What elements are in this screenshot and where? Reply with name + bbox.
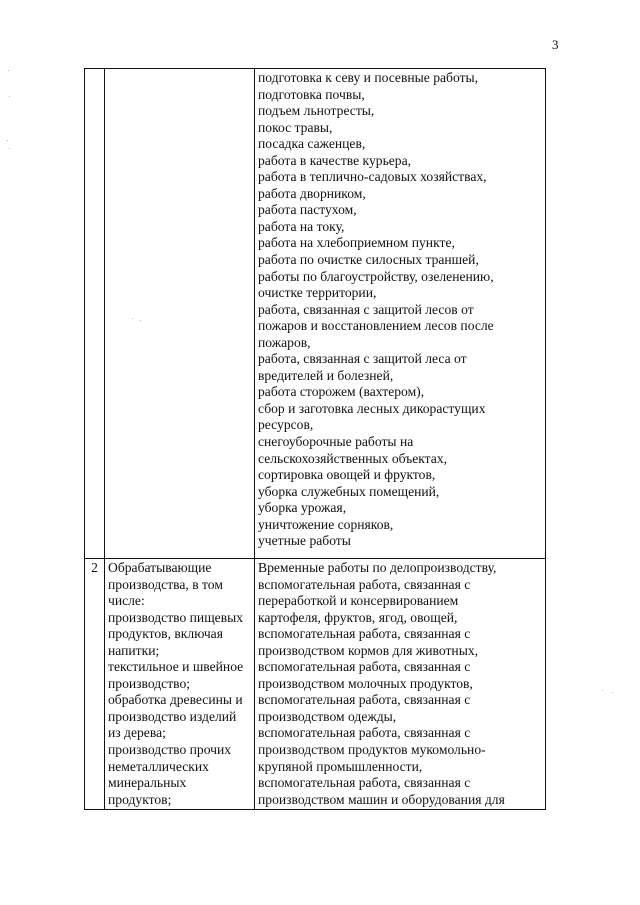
row-number-cell [85,69,105,559]
text-line: работа по очистке силосных траншей, [258,252,479,268]
text-line: сбор и заготовка лесных дикорастущих [258,400,486,416]
text-line: сортировка овощей и фруктов, [258,467,436,483]
text-line: работа дворником, [258,185,366,201]
text-line: вспомогательная работа, связанная с [258,659,471,675]
text-line: текстильное и швейное [108,659,244,675]
text-line: продуктов; [108,791,172,807]
scan-speck [7,140,8,141]
text-line: пожаров, [258,334,311,350]
text-line: минеральных [108,775,187,791]
text-line: уборка урожая, [258,500,347,516]
text-line: производством машин и оборудования для [258,791,505,807]
scan-speck [8,70,9,71]
work-types-table [84,68,546,810]
scan-speck [140,320,141,321]
text-line: производство прочих [108,742,232,758]
scan-speck [132,318,133,319]
text-line: учетные работы [258,533,351,549]
text-line: производство изделий [108,708,237,724]
text-line: уборка служебных помещений, [258,483,440,499]
text-line: работа на току, [258,218,345,234]
text-line: вспомогательная работа, связанная с [258,725,471,741]
scan-speck [9,96,10,97]
scan-speck [9,148,10,149]
text-line: числе: [108,593,145,609]
text-line: подготовка к севу и посевные работы, [258,70,479,85]
text-line: пожаров и восстановлением лесов после [258,318,494,334]
text-line: картофеля, фруктов, ягод, овощей, [258,609,458,625]
scan-speck [602,690,603,691]
text-line: работа в теплично-садовых хозяйствах, [258,169,487,185]
text-line: Временные работы по делопроизводству, [258,560,497,575]
text-line: переработкой и консервированием [258,593,459,609]
text-line: вспомогательная работа, связанная с [258,775,471,791]
text-line: вспомогательная работа, связанная с [258,626,471,642]
text-line: работа в качестве курьера, [258,152,412,168]
work-list-cell [255,69,546,559]
page-number: 3 [552,37,559,52]
text-line: производством кормов для животных, [258,642,479,658]
text-line: производством продуктов мукомольно- [258,742,486,758]
text-line: напитки; [108,642,160,658]
text-line: производством одежды, [258,708,397,724]
text-line: снегоуборочные работы на [258,434,414,450]
text-line: работа пастухом, [258,202,357,218]
text-line: работа, связанная с защитой леса от [258,351,467,367]
text-line: Обрабатывающие [108,560,212,575]
text-line: сельскохозяйственных объектах, [258,450,448,466]
sector-cell [105,559,255,810]
table-row [85,69,546,559]
text-line: работы по благоустройству, озеленению, [258,268,494,284]
text-line: ресурсов, [258,417,314,433]
text-line: вредителей и болезней, [258,367,394,383]
text-line: подготовка почвы, [258,86,365,102]
text-line: очистке территории, [258,285,377,301]
text-line: крупяной промышленности, [258,758,423,774]
text-line: из дерева; [108,725,166,741]
text-line: вспомогательная работа, связанная с [258,692,471,708]
text-line: уничтожение сорняков, [258,516,394,532]
text-line: производства, в том [108,576,223,592]
text-line: производство; [108,675,191,691]
text-line: производство пищевых [108,609,244,625]
text-line: неметаллических [108,758,209,774]
scan-speck [612,692,613,693]
text-line: покос травы, [258,119,333,135]
text-line: подъем льнотресты, [258,103,375,119]
table-row [85,559,546,810]
sector-cell [105,69,255,559]
text-line: работа сторожем (вахтером), [258,384,425,400]
row-number-cell: 2 [85,559,105,810]
text-line: продуктов, включая [108,626,223,642]
text-line: посадка саженцев, [258,136,366,152]
text-line: работа, связанная с защитой лесов от [258,301,474,317]
work-list-cell [255,559,546,810]
text-line: обработка древесины и [108,692,243,708]
text-line: работа на хлебоприемном пункте, [258,235,455,251]
text-line: производством молочных продуктов, [258,675,473,691]
text-line: вспомогательная работа, связанная с [258,576,471,592]
